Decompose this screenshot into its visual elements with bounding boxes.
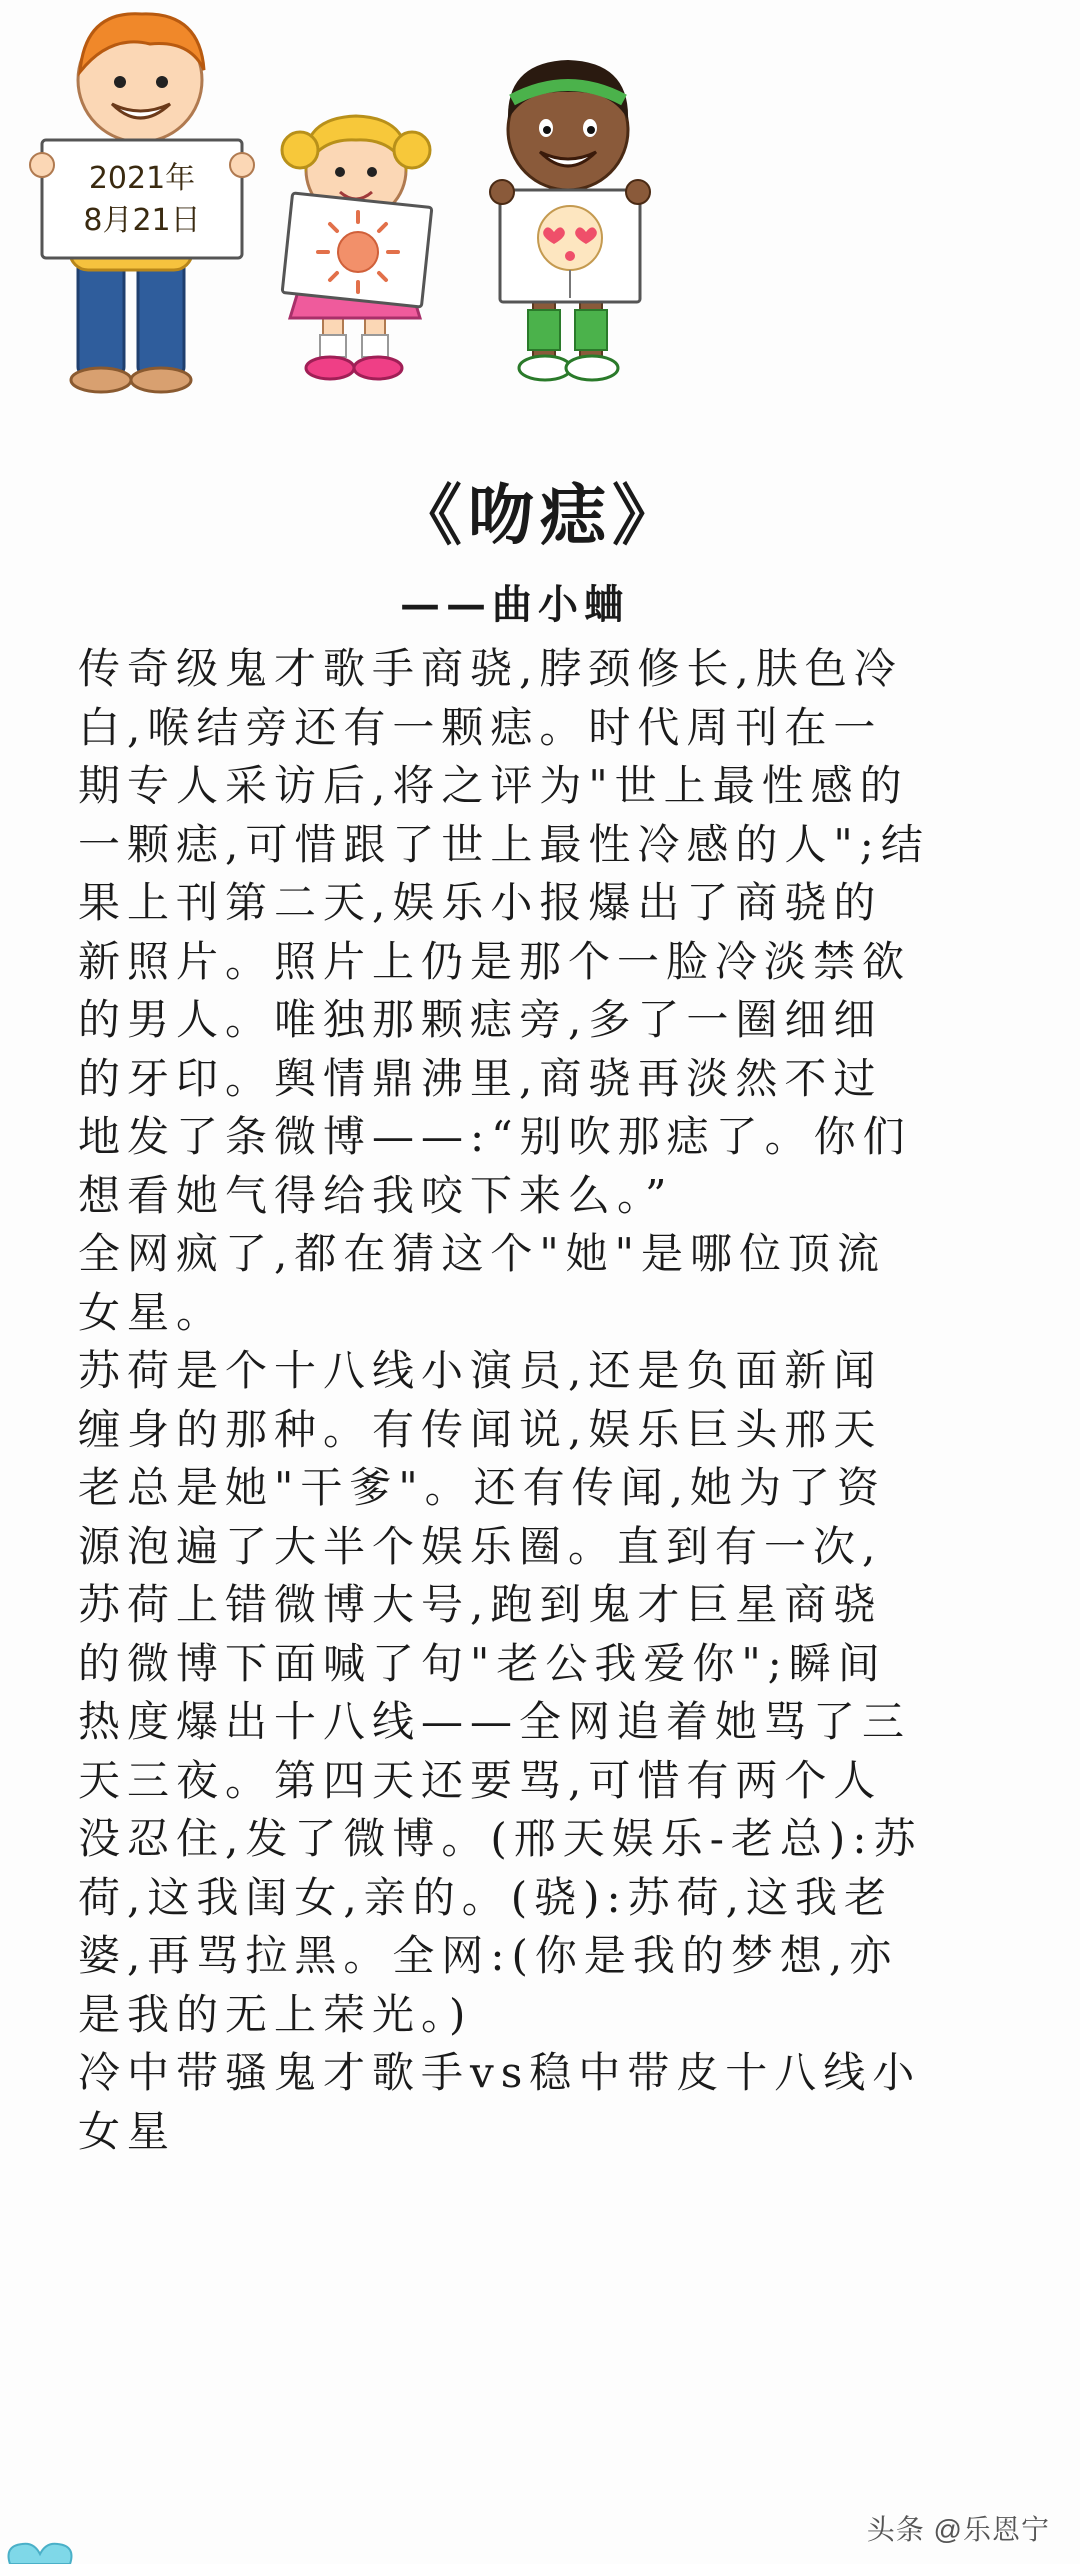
body-line: 冷中带骚鬼才歌手vs稳中带皮十八线小 (78, 2048, 922, 2097)
body-line: 传奇级鬼才歌手商骁,脖颈修长,肤色冷 (78, 644, 903, 693)
body-line: 期专人采访后,将之评为"世上最性感的 (78, 761, 909, 810)
body-line: 婆,再骂拉黑。全网:(你是我的梦想,亦 (78, 1931, 899, 1980)
body-line: 的男人。唯独那颗痣旁,多了一圈细细 (78, 995, 883, 1044)
body-line: 荷,这我闺女,亲的。(骁):苏荷,这我老 (78, 1872, 893, 1922)
body-line: 缠身的那种。有传闻说,娱乐巨头邢天 (78, 1404, 883, 1454)
body-line: 果上刊第二天,娱乐小报爆出了商骁的 (78, 878, 883, 927)
body-line: 全网疯了,都在猜这个"她"是哪位顶流 (78, 1229, 886, 1278)
article-title: 《吻痣》 (396, 476, 684, 554)
body-line: 天三夜。第四天还要骂,可惜有两个人 (78, 1755, 883, 1805)
heart-icon (0, 2536, 90, 2564)
body-line: 没忍住,发了微博。(邢天娱乐-老总):苏 (78, 1814, 923, 1863)
girl-green-figure (490, 60, 650, 380)
girl-figure (282, 116, 432, 379)
body-line: 女星 (78, 2106, 177, 2156)
body-line: 一颗痣,可惜跟了世上最性冷感的人";结 (78, 819, 930, 869)
boy-figure (30, 14, 254, 392)
body-line: 老总是她"干爹"。还有传闻,她为了资 (78, 1463, 886, 1512)
body-line: 地发了条微博——:“别吹那痣了。你们 (78, 1112, 912, 1161)
source-watermark: 头条 @乐恩宁 (866, 2514, 1050, 2545)
sign-year: 2021年 (88, 161, 196, 196)
body-line: 的牙印。舆情鼎沸里,商骁再淡然不过 (78, 1053, 883, 1103)
body-line: 苏荷是个十八线小演员,还是负面新闻 (78, 1346, 883, 1395)
body-line: 苏荷上错微博大号,跑到鬼才巨星商骁 (78, 1580, 883, 1629)
body-line: 热度爆出十八线——全网追着她骂了三 (78, 1697, 912, 1746)
body-line: 白,喉结旁还有一颗痣。时代周刊在一 (78, 702, 883, 752)
header-illustration (0, 0, 1080, 410)
body-line: 女星。 (78, 1287, 226, 1337)
article-body (78, 640, 1013, 2161)
sun-drawing-icon (318, 212, 398, 292)
body-line: 新照片。照片上仍是那个一脸冷淡禁欲 (78, 936, 912, 986)
article-author: ——曲小蛐 (400, 581, 630, 628)
body-line: 想看她气得给我咬下来么。” (78, 1170, 674, 1220)
body-line: 是我的无上荣光。) (78, 1989, 473, 2039)
kids-illustration-icon (0, 0, 1080, 410)
body-line: 源泡遍了大半个娱乐圈。直到有一次, (78, 1521, 883, 1571)
sign-date: 8月21日 (83, 203, 201, 238)
body-line: 的微博下面喊了句"老公我爱你";瞬间 (78, 1638, 887, 1688)
